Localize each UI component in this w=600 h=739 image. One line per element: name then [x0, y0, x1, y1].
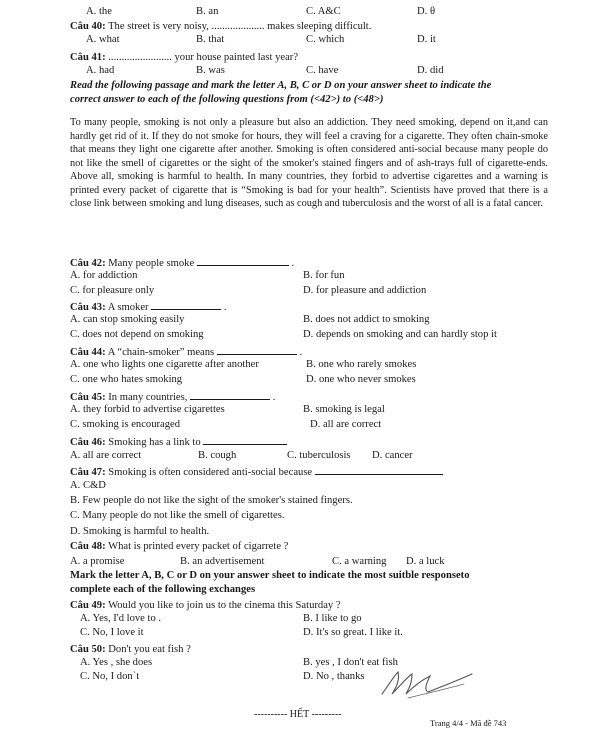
- q40-question: [70, 21, 371, 33]
- q44-option-c: C. one who hates smoking: [70, 374, 183, 385]
- page-footer: Trang 4/4 - Mã đề 743: [430, 718, 507, 728]
- q45-question: [70, 390, 275, 404]
- q49-question: [70, 600, 341, 612]
- q43-number: Câu 43:: [70, 302, 106, 313]
- q42-stem: Many people smoke: [108, 258, 195, 269]
- q49-option-c: C. No, I love it: [80, 627, 144, 638]
- q42-end: .: [291, 258, 295, 269]
- q48-option-c: C. a warning: [332, 556, 387, 567]
- q43-stem: A smoker: [107, 302, 149, 313]
- q47-question: [70, 465, 443, 479]
- q43-question: [70, 300, 227, 314]
- q40-option-a: A. what: [86, 34, 120, 45]
- q39-option-b: B. an: [196, 6, 219, 17]
- q43-end: .: [223, 302, 227, 313]
- q47-blank: [315, 465, 443, 475]
- q41-option-c: C. have: [306, 65, 339, 76]
- q41-option-b: B. was: [196, 65, 225, 76]
- q44-number: Câu 44:: [70, 347, 106, 358]
- q46-option-b: B. cough: [198, 450, 237, 461]
- exchange-instruction-line2: complete each of the following exchanges: [70, 584, 256, 595]
- q40-option-d: D. it: [417, 34, 436, 45]
- exchange-instruction-line1: Mark the letter A, B, C or D on your answer sheet to indicate the most suitble responseto: [70, 570, 470, 581]
- q43-option-a: A. can stop smoking easily: [70, 314, 185, 325]
- q43-option-b: B. does not addict to smoking: [303, 314, 430, 325]
- q45-option-b: B. smoking is legal: [303, 404, 385, 415]
- q46-option-a: A. all are correct: [70, 450, 142, 461]
- q50-option-a: A. Yes , she does: [80, 657, 153, 668]
- q44-option-d: D. one who never smokes: [306, 374, 416, 385]
- q44-blank: [217, 345, 297, 355]
- q42-option-a: A. for addiction: [70, 270, 138, 281]
- q41-option-a: A. had: [86, 65, 115, 76]
- q47-number: Câu 47:: [70, 467, 106, 478]
- q46-stem: Smoking has a link to: [108, 437, 201, 448]
- q48-option-a: A. a promise: [70, 556, 125, 567]
- q49-option-a: A. Yes, I'd love to .: [80, 613, 162, 624]
- q41-number: Câu 41:: [70, 52, 106, 63]
- q45-option-a: A. they forbid to advertise cigarettes: [70, 404, 225, 415]
- q46-number: Câu 46:: [70, 437, 106, 448]
- q42-option-c: C. for pleasure only: [70, 285, 155, 296]
- q47-option-a: A. C&D: [70, 480, 106, 491]
- q42-blank: [197, 256, 289, 266]
- q50-option-d: D. No , thanks: [303, 671, 365, 682]
- q40-stem: The street is very noisy, .................... makes sleeping difficult.: [108, 21, 372, 32]
- q43-blank: [151, 300, 221, 310]
- q39-option-a: A. the: [86, 6, 112, 17]
- q41-question: [70, 52, 298, 64]
- q44-question: [70, 345, 302, 359]
- q45-end: .: [272, 392, 276, 403]
- q44-option-a: A. one who lights one cigarette after another: [70, 359, 259, 370]
- q49-option-b: B. I like to go: [303, 613, 362, 624]
- reading-instruction-line1: Read the following passage and mark the letter A, B, C or D on your answer sheet to indicate the: [70, 80, 492, 91]
- q44-stem: A “chain-smoker” means: [107, 347, 215, 358]
- q46-option-c: C. tuberculosis: [287, 450, 351, 461]
- q48-option-b: B. an advertisement: [180, 556, 265, 567]
- q50-stem: Don't you eat fish ?: [108, 644, 191, 655]
- q48-number: Câu 48:: [70, 541, 106, 552]
- q50-option-c: C. No, I don`t: [80, 671, 140, 682]
- q47-option-c: C. Many people do not like the smell of cigarettes.: [70, 510, 285, 521]
- q49-stem: Would you like to join us to the cinema this Saturday ?: [108, 600, 341, 611]
- q45-option-d: D. all are correct: [310, 419, 382, 430]
- q41-stem: ........................ your house painted last year?: [108, 52, 299, 63]
- q47-option-d: D. Smoking is harmful to health.: [70, 526, 210, 537]
- q47-stem: Smoking is often considered anti-social because: [108, 467, 313, 478]
- q45-blank: [190, 390, 270, 400]
- q43-option-d: D. depends on smoking and can hardly stop it: [303, 329, 497, 340]
- q48-question: [70, 541, 288, 553]
- signature: [378, 664, 478, 704]
- q50-question: [70, 644, 191, 656]
- q46-option-d: D. cancer: [372, 450, 413, 461]
- q40-option-b: B. that: [196, 34, 225, 45]
- q46-blank: [203, 435, 287, 445]
- reading-passage: To many people, smoking is not only a pleasure but also an addiction. They need smoking, depend on it,and can hardly get rid of it. If they do not smoke for hours, they will feel a craving for a cigarette. They often chain-smoke that means they light one cigarette after another. Smoking is often considered anti-social because many people do not like the smell of cigarettes or the sight of the smoker's stained fingers and of ash-trays full of cigarette-ends. Above all, smoking is harmful to health. In many countries, they forbid to advertise cigarettes and a warning is printed every packet of cigarette that is “Smoking is bad for your health”. Scientists have proved that there is a close link between smoking and lung diseases, such as cough and tuberculosis and the worst of all is a fatal cancer.: [70, 117, 548, 209]
- q45-number: Câu 45:: [70, 392, 106, 403]
- q48-stem: What is printed every packet of cigarrete ?: [108, 541, 289, 552]
- q45-option-c: C. smoking is encouraged: [70, 419, 181, 430]
- q50-option-b: B. yes , I don't eat fish: [303, 657, 398, 668]
- q40-number: Câu 40:: [70, 21, 106, 32]
- q41-option-d: D. did: [417, 65, 444, 76]
- q42-option-b: B. for fun: [303, 270, 345, 281]
- reading-instruction-line2: correct answer to each of the following questions from (<42>) to (<48>): [70, 94, 384, 105]
- q39-option-d: D. θ: [417, 6, 436, 17]
- q50-number: Câu 50:: [70, 644, 106, 655]
- q46-question: [70, 435, 287, 449]
- q49-option-d: D. It's so great. I like it.: [303, 627, 403, 638]
- end-mark: ---------- HẾT ---------: [254, 709, 342, 720]
- q40-option-c: C. which: [306, 34, 345, 45]
- q39-option-c: C. A&C: [306, 6, 341, 17]
- q42-option-d: D. for pleasure and addiction: [303, 285, 427, 296]
- q47-option-b: B. Few people do not like the sight of the smoker's stained fingers.: [70, 495, 353, 506]
- q42-question: [70, 256, 294, 270]
- q44-option-b: B. one who rarely smokes: [306, 359, 417, 370]
- q44-end: .: [299, 347, 303, 358]
- q42-number: Câu 42:: [70, 258, 106, 269]
- q45-stem: In many countries,: [108, 392, 188, 403]
- q49-number: Câu 49:: [70, 600, 106, 611]
- q48-option-d: D. a luck: [406, 556, 445, 567]
- q43-option-c: C. does not depend on smoking: [70, 329, 204, 340]
